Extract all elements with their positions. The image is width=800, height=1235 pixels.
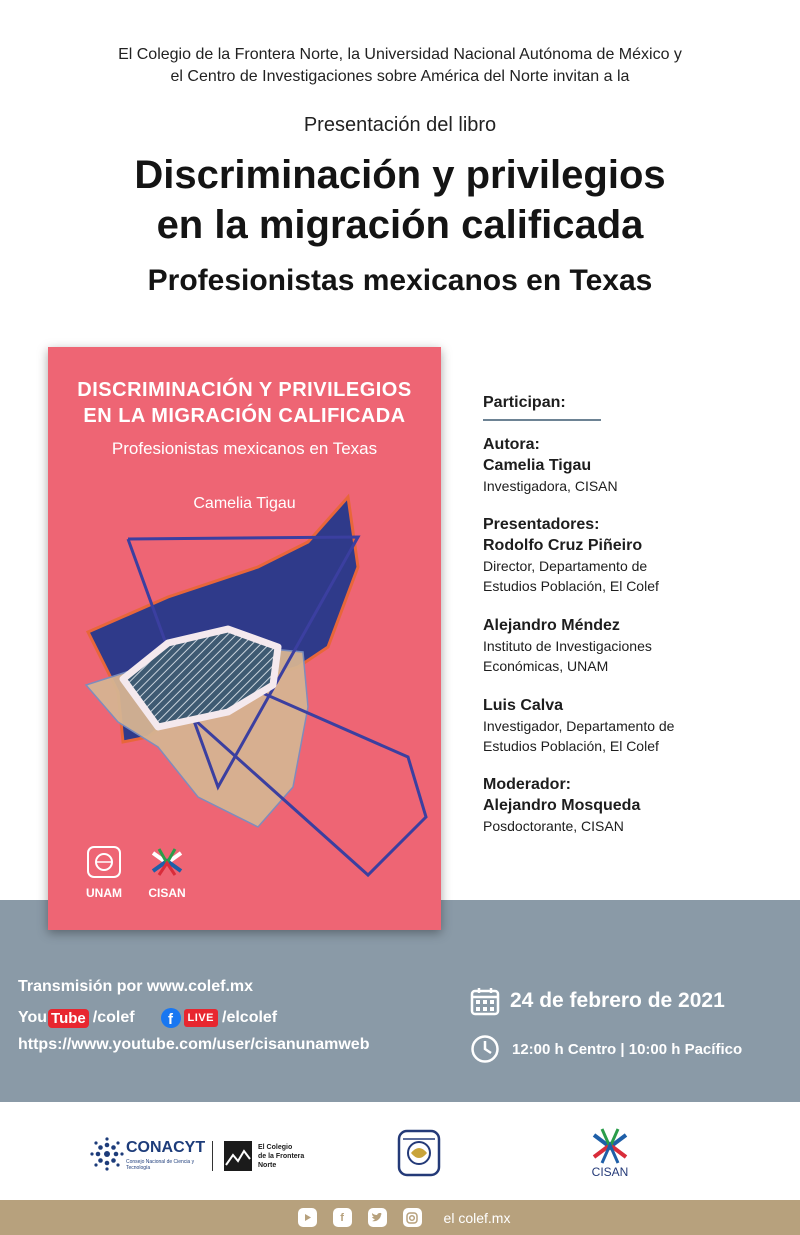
conacyt-logo-icon [90,1137,124,1171]
logo-divider [212,1141,213,1171]
author-name: Camelia Tigau [483,457,592,474]
intro-line-2: el Centro de Investigaciones sobre América del Norte invitan a la [170,68,630,85]
calendar-icon [470,986,500,1016]
presenter-name: Luis Calva [483,697,564,714]
twitter-icon[interactable] [368,1208,387,1227]
cisan-logo-icon [147,845,187,879]
presenter-block-3 [483,695,783,756]
participants-panel [483,393,783,855]
cover-title-line-1: DISCRIMINACIÓN Y PRIVILEGIOS [77,379,412,401]
unam-seal-icon [397,1129,441,1177]
transmission-info [18,978,369,1054]
presenter-desc: Estudios Población, El Colef [483,738,659,754]
youtube-logo-you: You [18,1009,48,1026]
cover-cisan-text: CISAN [148,886,186,900]
live-badge: LIVE [184,1009,218,1027]
presenter-desc: Instituto de Investigaciones [483,638,652,654]
page-subtitle: Profesionistas mexicanos en Texas [147,264,653,297]
presenter-name: Alejandro Méndez [483,617,620,634]
event-date-row [470,986,742,1016]
colef-text [258,1143,304,1170]
moderator-block [483,775,783,836]
colef-line-3: Norte [258,1162,277,1169]
facebook-icon[interactable]: f [333,1208,352,1227]
intro-line-1: El Colegio de la Frontera Norte, la Universidad Nacional Autónoma de México y [118,46,682,63]
colef-line-2: de la Frontera [258,1153,305,1160]
bottom-social-bar [0,1200,800,1235]
cover-artwork [48,347,441,930]
conacyt-name: CONACYT [126,1139,206,1156]
presenters-role: Presentadores: [483,516,600,533]
unam-seal-icon [86,845,122,879]
cover-author: Camelia Tigau [193,495,296,512]
conacyt-subtitle: Consejo Nacional de Ciencia y Tecnología [126,1159,195,1171]
presentation-label: Presentación del libro [303,114,497,136]
page-title [0,150,800,250]
title-line-1: Discriminación y privilegios [134,153,666,197]
cover-title-line-2: EN LA MIGRACIÓN CALIFICADA [83,405,406,427]
clock-icon [470,1034,500,1064]
participants-divider [483,419,601,421]
moderator-desc: Posdoctorante, CISAN [483,818,624,834]
presenter-desc: Investigador, Departamento de [483,718,675,734]
moderator-name: Alejandro Mosqueda [483,797,641,814]
instagram-icon[interactable] [403,1208,422,1227]
author-role: Autora: [483,436,540,453]
social-handles [18,1008,369,1028]
participants-heading: Participan: [483,394,566,411]
facebook-handle-link[interactable]: /elcolef [222,1009,278,1026]
author-block [483,435,783,496]
cisan-name: CISAN [591,1165,629,1179]
event-details [470,986,742,1064]
cover-unam-logo [84,845,124,900]
cover-title [48,377,441,429]
event-time-row [470,1034,742,1064]
sponsor-logos [0,1103,800,1200]
presenter-block-1 [483,515,783,596]
colef-logo-icon [224,1141,252,1171]
facebook-icon: f [161,1008,181,1028]
transmission-site-link[interactable]: Transmisión por www.colef.mx [18,978,254,995]
intro-text [0,44,800,88]
cover-cisan-logo [144,845,190,900]
author-desc: Investigadora, CISAN [483,478,618,494]
presenter-desc: Económicas, UNAM [483,658,609,674]
cisan-logo-icon [588,1125,632,1165]
youtube-url-link[interactable]: https://www.youtube.com/user/cisanunamweb [18,1036,370,1053]
youtube-icon: Tube [48,1009,89,1028]
youtube-handle-link[interactable]: /colef [92,1009,135,1026]
moderator-role: Moderador: [483,776,571,793]
site-link[interactable]: el colef.mx [443,1209,511,1226]
presenter-block-2 [483,615,783,676]
event-time: 12:00 h Centro | 10:00 h Pacífico [512,1040,743,1058]
book-cover [48,347,441,930]
presenter-desc: Estudios Población, El Colef [483,578,659,594]
colef-line-1: El Colegio [258,1144,293,1151]
cover-unam-text: UNAM [86,886,122,900]
event-date: 24 de febrero de 2021 [510,989,725,1012]
cover-subtitle: Profesionistas mexicanos en Texas [111,439,378,458]
presenter-desc: Director, Departamento de [483,558,648,574]
title-line-2: en la migración calificada [156,203,644,247]
youtube-icon[interactable] [298,1208,317,1227]
presenter-name: Rodolfo Cruz Piñeiro [483,537,643,554]
